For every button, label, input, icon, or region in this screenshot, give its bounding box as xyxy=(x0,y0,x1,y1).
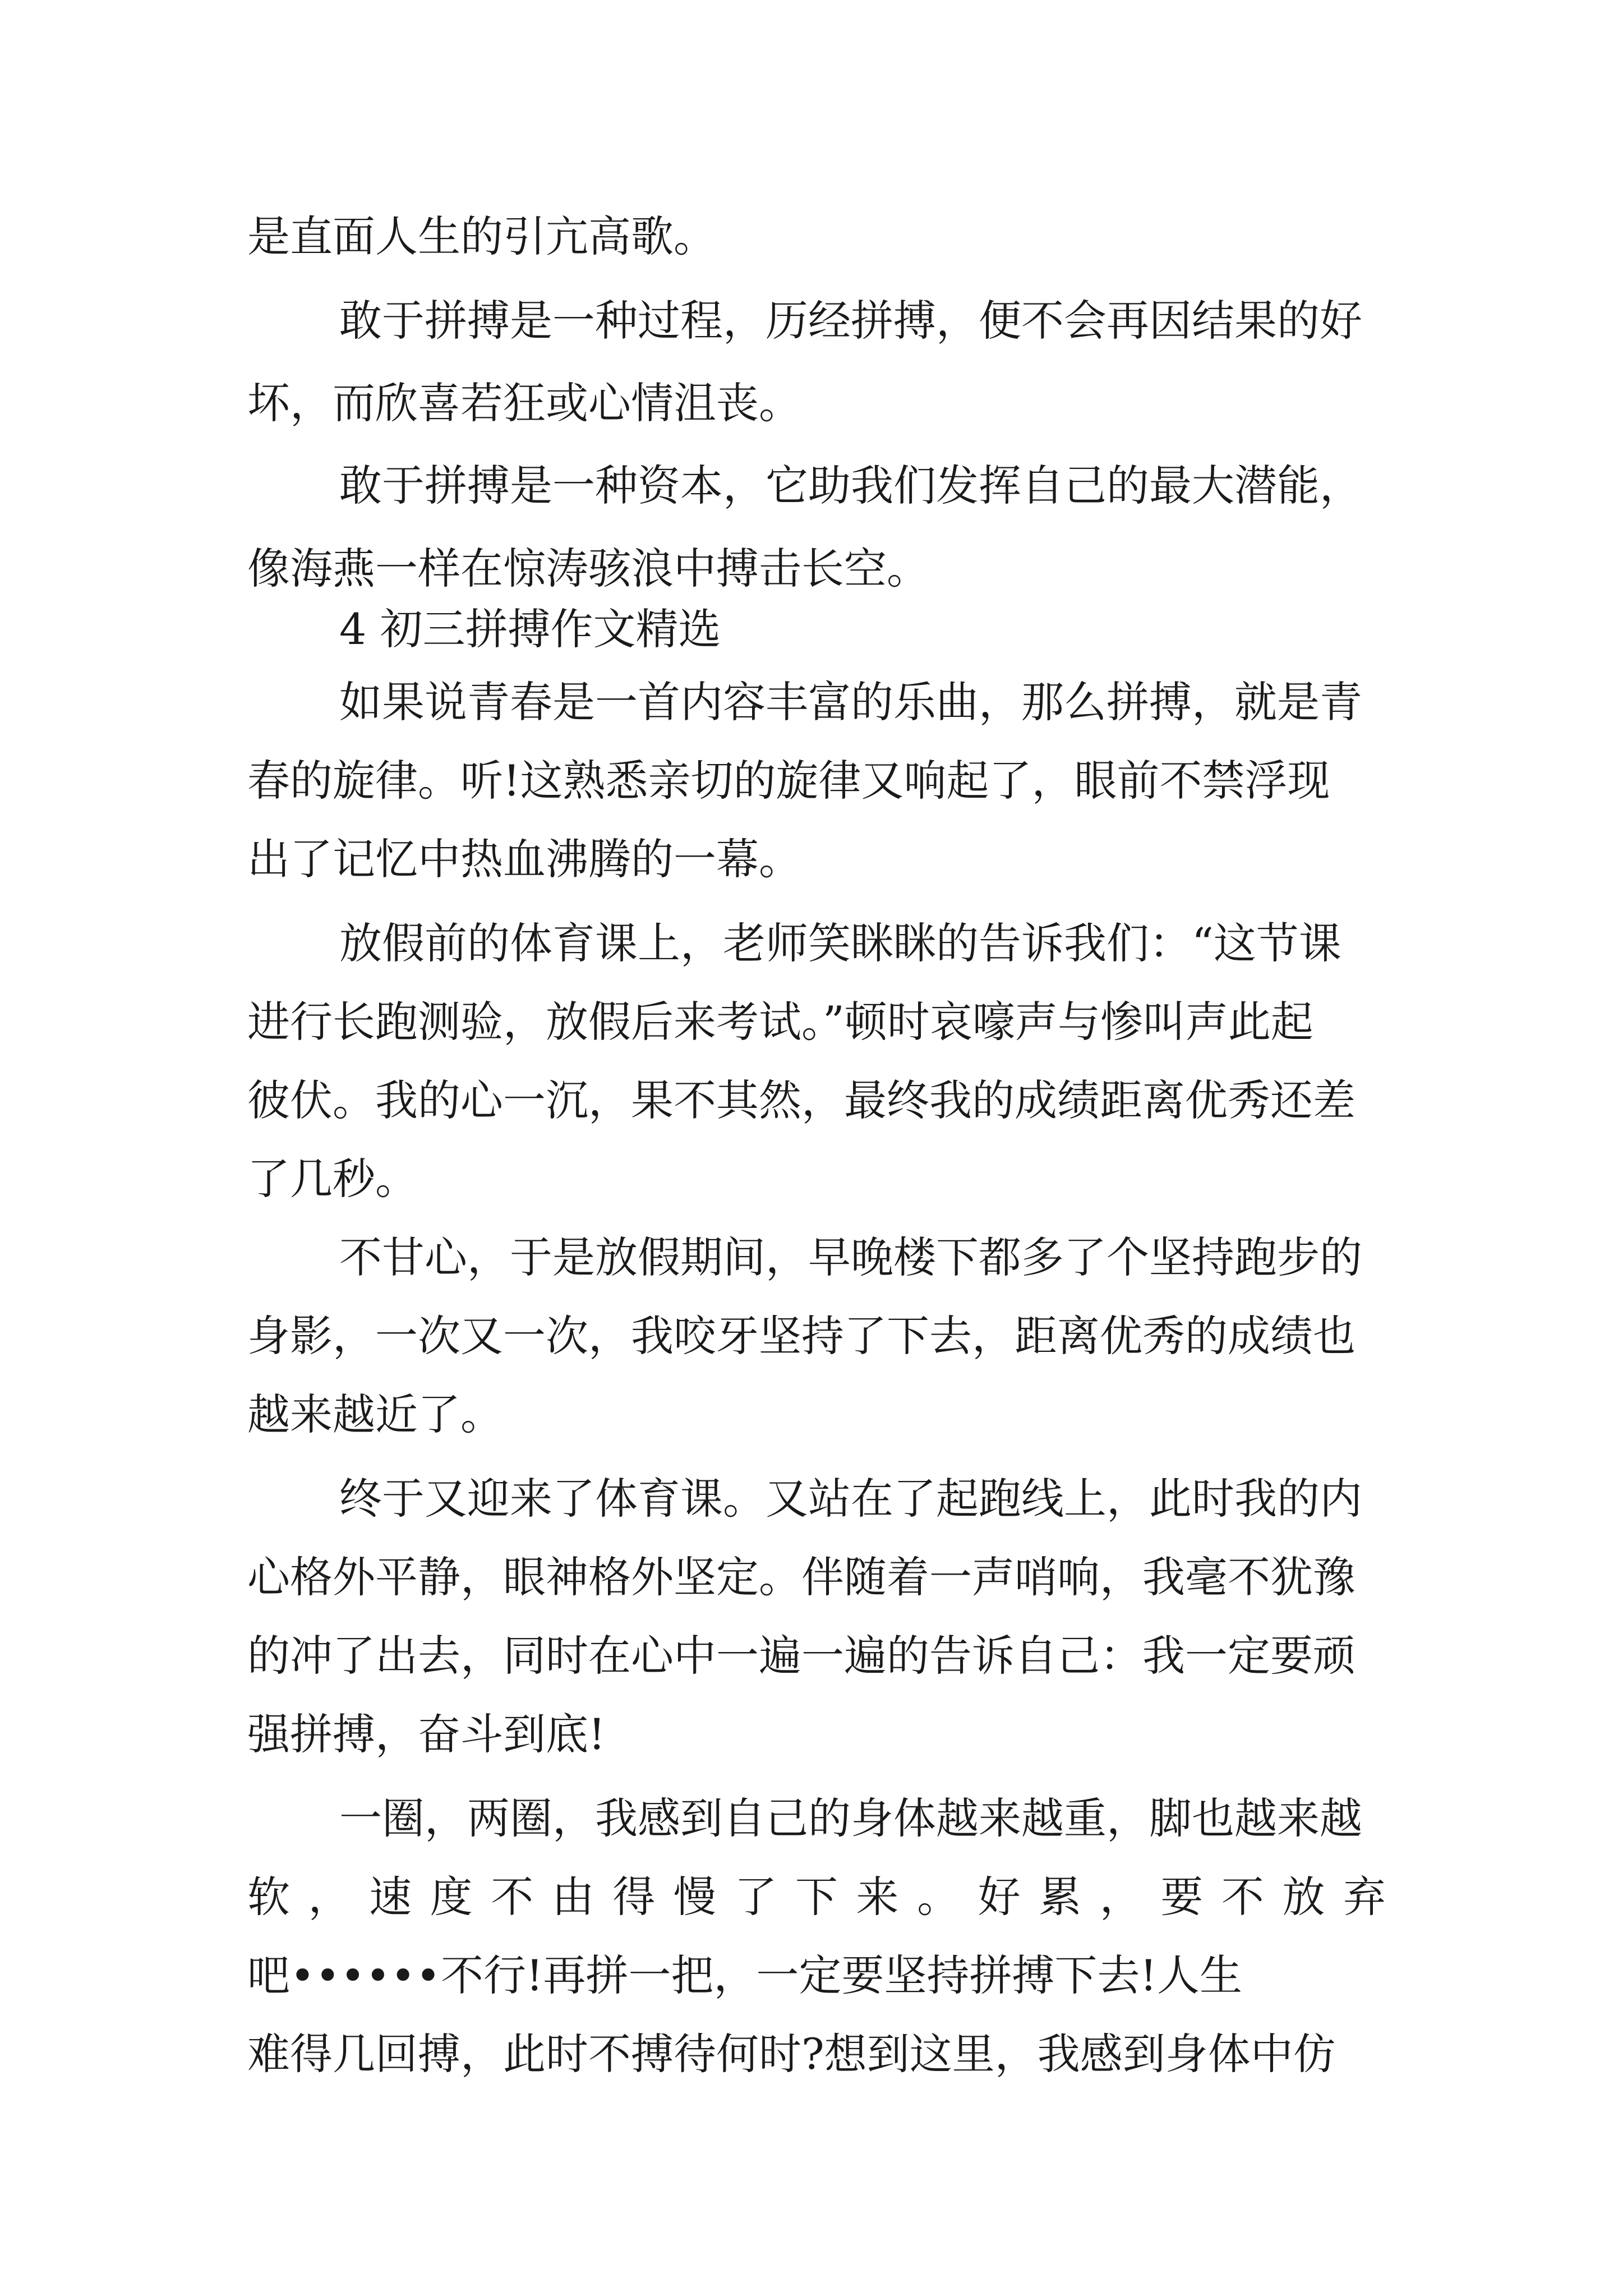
paragraph-line: 春的旋律。听!这熟悉亲切的旋律又响起了，眼前不禁浮现 xyxy=(247,756,1330,806)
section-heading: 4 初三拼搏作文精选 xyxy=(339,604,721,654)
paragraph-line: 像海燕一样在惊涛骇浪中搏击长空。 xyxy=(247,544,929,593)
paragraph-line: 进行长跑测验，放假后来考试。”顿时哀嚎声与惨叫声此起 xyxy=(247,997,1313,1047)
paragraph-line: 是直面人生的引亢高歌。 xyxy=(247,211,716,261)
paragraph-line: 敢于拼搏是一种过程，历经拼搏，便不会再因结果的好 xyxy=(339,296,1362,346)
paragraph-line: 越来越近了。 xyxy=(247,1389,503,1439)
paragraph-line: 敢于拼搏是一种资本，它助我们发挥自己的最大潜能， xyxy=(339,461,1362,510)
paragraph-line: 身影，一次又一次，我咬牙坚持了下去，距离优秀的成绩也 xyxy=(247,1311,1355,1361)
paragraph-line: 不甘心，于是放假期间，早晚楼下都多了个坚持跑步的 xyxy=(339,1232,1362,1282)
paragraph-line: 出了记忆中热血沸腾的一幕。 xyxy=(247,834,801,884)
paragraph-line: 吧••••••不行!再拼一把，一定要坚持拼搏下去!人生 xyxy=(247,1950,1243,2000)
paragraph-line: 的冲了出去，同时在心中一遍一遍的告诉自己：我一定要顽 xyxy=(247,1631,1355,1681)
paragraph-line: 强拼搏，奋斗到底! xyxy=(247,1709,606,1759)
paragraph-line: 了几秒。 xyxy=(247,1154,418,1204)
paragraph-line: 一圈，两圈，我感到自己的身体越来越重，脚也越来越 xyxy=(339,1793,1362,1843)
paragraph-line: 心格外平静，眼神格外坚定。伴随着一声哨响，我毫不犹豫 xyxy=(247,1552,1355,1602)
paragraph-line: 难得几回搏，此时不搏待何时?想到这里，我感到身体中仿 xyxy=(247,2029,1336,2079)
paragraph-line: 放假前的体育课上，老师笑眯眯的告诉我们：“这节课 xyxy=(339,918,1341,968)
paragraph-line: 彼伏。我的心一沉，果不其然，最终我的成绩距离优秀还差 xyxy=(247,1075,1355,1125)
paragraph-line: 终于又迎来了体育课。又站在了起跑线上，此时我的内 xyxy=(339,1474,1362,1524)
paragraph-line: 坏，而欣喜若狂或心情沮丧。 xyxy=(247,378,801,428)
paragraph-line: 如果说青春是一首内容丰富的乐曲，那么拼搏，就是青 xyxy=(339,677,1362,727)
paragraph-line: 软，速度不由得慢了下来。好累，要不放弃 xyxy=(247,1872,1386,1922)
